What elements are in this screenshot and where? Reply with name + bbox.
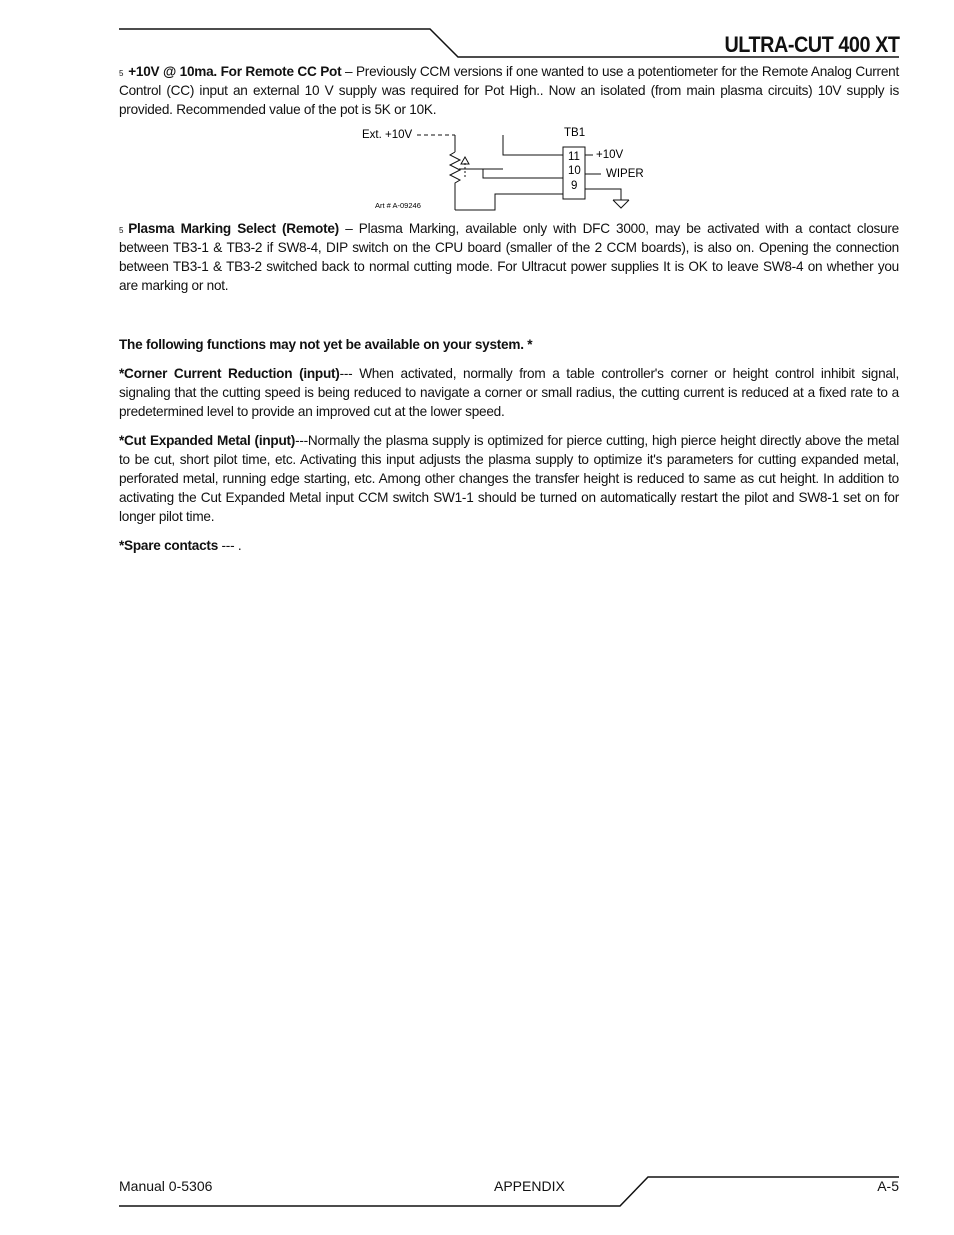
wiper-label: WIPER (606, 168, 644, 180)
plasma-marking-body: – Plasma Marking, available only with DFC 3000, may be activated with a contact closure between TB3-1 & TB3-2 if SW8-4, DIP switch on the CPU board (smaller of the 2 CCM boards), is also on. Opening the connection between TB3-1 & TB3-2 switched back to normal cutting mode. For Ultracut power supplies It is OK to leave SW8-4 on whether you are marking or not. (119, 221, 899, 293)
terminal-10: 10 (568, 165, 581, 177)
plasma-marking-paragraph (119, 219, 899, 295)
tb1-11-lead (503, 135, 563, 155)
footer-manual-number: Manual 0-5306 (119, 1178, 213, 1194)
corner-current-paragraph (119, 364, 899, 421)
remote-cc-pot-body: – Previously CCM versions if one wanted to use a potentiometer for the Remote Analog Current Control (CC) input an external 10 V supply was required for Pot High.. Now an isolated (from main plasma circuits) 10V supply is provided. Recommended value of the pot is 5K or 10K. (119, 64, 899, 117)
remote-cc-pot-heading: +10V @ 10ma. For Remote CC Pot (128, 64, 342, 79)
plasma-marking-heading: Plasma Marking Select (Remote) (128, 221, 339, 236)
terminal-11: 11 (568, 151, 580, 163)
product-title: ULTRA-CUT 400 XT (723, 32, 899, 57)
footer-page-number: A-5 (877, 1178, 899, 1194)
spare-contacts-body: --- . (218, 538, 242, 553)
ground-lead (585, 189, 621, 200)
spare-contacts-paragraph (119, 536, 899, 555)
availability-notice (119, 335, 899, 354)
footnote-marker: 5 (119, 226, 124, 235)
footer-section: APPENDIX (494, 1178, 565, 1194)
corner-current-body: --- When activated, normally from a table controller's corner or height control inhibit signal, signaling that the cutting speed is being reduced to navigate a corner or small radius, the cutting current is reduced at a fixed rate to a predetermined level to provide an improved cut at the lower speed. (119, 366, 899, 419)
art-number: Art # A-09246 (375, 201, 421, 210)
footnote-marker: 5 (119, 69, 124, 78)
corner-current-heading: *Corner Current Reduction (input) (119, 366, 340, 381)
remote-cc-pot-paragraph (119, 62, 899, 119)
terminal-9: 9 (571, 180, 578, 192)
cut-expanded-paragraph (119, 431, 899, 526)
ground-icon (613, 200, 629, 208)
pot-wiring-diagram (355, 122, 655, 217)
ext-10v-label: Ext. +10V (362, 129, 413, 141)
cut-expanded-heading: *Cut Expanded Metal (input) (119, 433, 296, 448)
tb1-10-lead (483, 169, 563, 178)
availability-notice-text: The following functions may not yet be available on your system. * (119, 337, 533, 352)
plus10v-label: +10V (596, 149, 624, 161)
tb1-label: TB1 (564, 127, 586, 139)
pot-arrow-head (461, 157, 469, 164)
spare-contacts-heading: *Spare contacts (119, 538, 218, 553)
cut-expanded-body: ---Normally the plasma supply is optimized for pierce cutting, high pierce height directly above the metal to be cut, short pilot time, etc. Activating this input adjusts the plasma supply to optimize it's parameters for cutting expanded metal, perforated metal, running edge starting, etc. Among other changes the transfer height is reduced to same as cut height. In addition to activating the Cut Expanded Metal input CCM switch SW1-1 should be turned on automatically restart the pilot and SW8-1 set on for longer pilot time. (119, 433, 900, 524)
tb1-9-lead (455, 194, 563, 210)
pot-resistor (450, 152, 460, 210)
